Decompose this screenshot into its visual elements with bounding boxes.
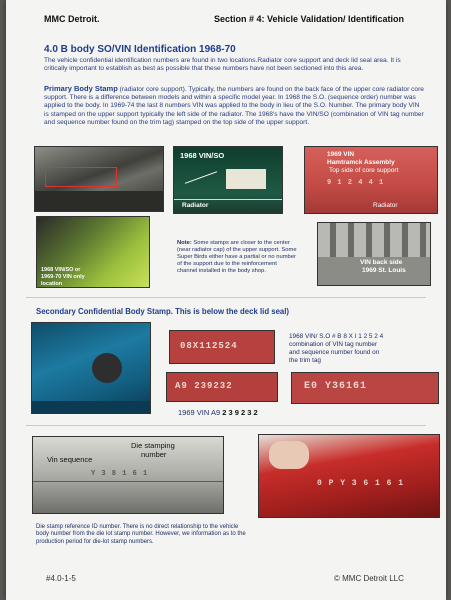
footer-page-number: #4.0-1-5 — [46, 574, 76, 583]
divider-1 — [26, 297, 426, 298]
photo-label-radiator-2: Radiator — [373, 202, 398, 209]
secondary-caption-3: and sequence number found on — [289, 349, 380, 356]
label-die-stamping: Die stamping — [131, 441, 175, 450]
vin-1969-prefix: 1969 VIN A9 — [178, 408, 223, 417]
photo-label-st-louis: 1969 St. Louis — [362, 267, 406, 274]
photo-label-radiator-1: Radiator — [182, 202, 209, 209]
secondary-caption — [289, 333, 439, 365]
photo-label-1969-70: 1969-70 VIN only — [41, 274, 85, 280]
stamp-1970-text: E0 Y36161 — [304, 381, 368, 392]
photo-stamp-1968 — [169, 330, 275, 364]
secondary-caption-1: 1968 VIN/ S.O # B 8 X I 1 2 5 2 4 — [289, 333, 384, 340]
photo-red-body-stamp: 0 P Y 3 6 1 6 1 — [258, 434, 440, 518]
secondary-caption-4: the trim tag — [289, 357, 321, 364]
note-label: Note: — [177, 240, 192, 246]
header-left: MMC Detroit. — [44, 14, 100, 24]
vin-1969-digits: 2 3 9 2 3 2 — [222, 408, 258, 417]
header-right: Section # 4: Vehicle Validation/ Identification — [214, 14, 405, 24]
secondary-title: Secondary Confidential Body Stamp. This is below the deck lid seal) — [36, 307, 290, 316]
photo-die-stamp: Vin sequence Die stamping number Y 3 8 1 6 1 — [32, 436, 224, 514]
document-page — [6, 0, 446, 600]
primary-paragraph — [44, 85, 426, 127]
note-paragraph — [177, 240, 297, 275]
photo-label-vin-back: VIN back side — [360, 259, 403, 266]
photo-trunk-deck-lid — [31, 322, 151, 414]
photo-label-1968-vin-so: 1968 VIN/SO — [180, 151, 225, 160]
label-number: number — [141, 450, 167, 459]
photo-label-1969-vin: 1969 VIN — [327, 151, 355, 158]
photo-label-topside: Top side of core support — [329, 167, 399, 174]
photo-label-hamtramck: Hamtramck Assembly — [327, 159, 395, 166]
photo-label-location: location — [41, 281, 63, 287]
divider-2 — [26, 425, 426, 426]
primary-text: (radiator core support). Typically, the numbers are found on the back face of the upper core radiator core support. There is a difference between models and within a specific model year. In 1968 the S.O. (sequence order) number was applied to the body. In 1969-74 the last 8 numbers VIN was applied to the body in lieu of the S.O. Number. The primary body VIN is stamped on the upper support typically the left side of the radiator. The 1968's have the VIN/SO (combination of VIN tag number and sequence number found on the trim tag) stamped on the top side of the upper support. — [44, 86, 424, 126]
stamp-1968-text: 08X112524 — [180, 341, 238, 351]
photo-engine-bay-1968 — [34, 146, 164, 212]
photo-1968-vin-so — [173, 146, 283, 214]
photo-1969-vin-hamtramck: 1969 VIN Hamtramck Assembly Top side of core support 9 1 2 4 4 1 Radiator — [304, 146, 438, 214]
stamp-1969-text: A9 239232 — [175, 381, 233, 391]
label-vin-sequence: Vin sequence — [47, 455, 93, 464]
photo-stamp-1969 — [166, 372, 278, 402]
section-title-text: B body SO/VIN Identification 1968-70 — [57, 44, 236, 55]
footer-copyright: © MMC Detroit LLC — [334, 574, 404, 583]
note-text: Some stamps are closer to the center (near radiator cap) of the upper support. Some Super Birds either have a partial or no number of the support due to the reinforcement channel installed in the body shop. — [177, 240, 297, 274]
section-number: 4.0 — [44, 44, 58, 55]
primary-label: Primary Body Stamp — [44, 84, 118, 93]
secondary-caption-2: combination of VIN tag number — [289, 341, 378, 348]
photo-stamp-1970 — [291, 372, 439, 404]
photo-green-car-location — [36, 216, 150, 288]
vin-1969-label — [178, 408, 258, 417]
photo-1969-st-louis — [317, 222, 431, 286]
die-stamp-paragraph: Die stamp reference ID number. There is no direct relationship to the vehicle body number from the die lot stamp number. However, we information as to the production period for die-lot stamp numbers. — [36, 524, 246, 545]
photo-label-1968-or: 1968 VIN/SO or — [41, 267, 81, 273]
section-title — [44, 44, 236, 55]
intro-paragraph: The vehicle confidential identification numbers are found in two locations.Radiator core support and deck lid seal area. It is critically important to establish as best as possible that these numbers have not been sectioned into this area. — [44, 57, 401, 73]
